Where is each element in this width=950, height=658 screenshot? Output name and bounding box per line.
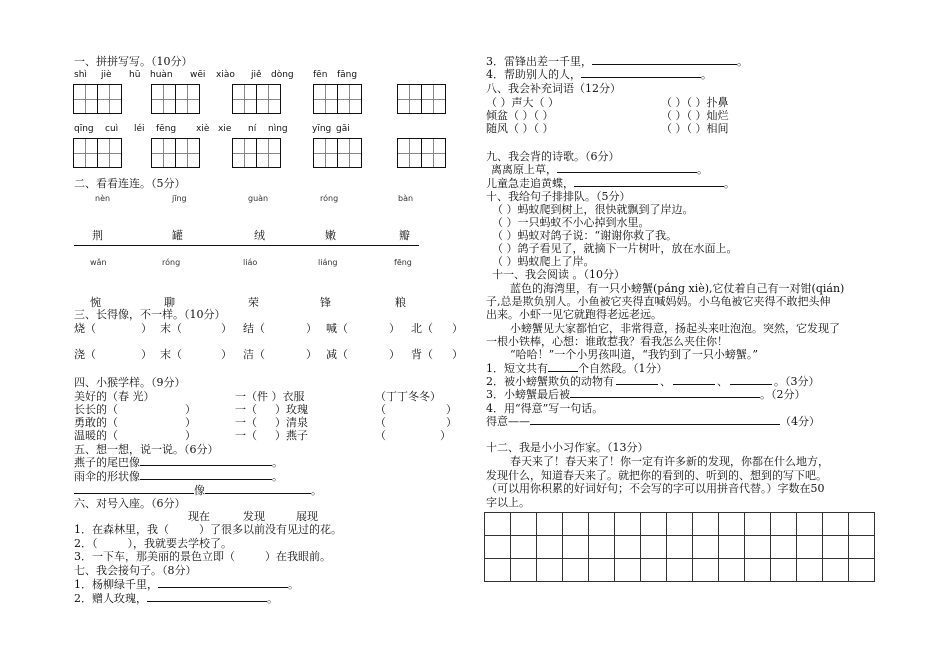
prompt-line: 字以上。: [486, 496, 530, 509]
paren: ）: [185, 429, 196, 442]
pinyin: ní: [248, 124, 257, 134]
answer-line[interactable]: [616, 384, 658, 385]
passage-line: 子,总是欺负别人。小鱼被它夹得直喊妈妈。小乌龟被它夹得不敢把头伸: [486, 295, 831, 308]
section-10-title: 十、我给句子排排队。（5分）: [486, 190, 631, 203]
pinyin: huàn: [150, 70, 173, 80]
passage-line: 小螃蟹见大家都怕它，非常得意，扬起头来吐泡泡。突然，它发现了: [510, 322, 840, 335]
fill-right: （: [375, 416, 386, 429]
writing-grid[interactable]: [232, 84, 281, 114]
question: 2．赠人玫瑰， 。: [74, 592, 278, 605]
idiom-fill: 随风（ ）（ ）: [486, 122, 554, 135]
idiom-fill: （ ）（ ）扑鼻: [661, 96, 729, 109]
section-6-title: 六、对号入座。（6分）: [74, 497, 186, 510]
char: 惋: [90, 296, 101, 309]
pinyin: xie: [218, 124, 232, 134]
paren: ）: [306, 348, 317, 361]
pinyin: léi: [134, 124, 145, 134]
fill-mid: ）燕子: [275, 429, 308, 442]
question: 3．小螃蟹最后被 。（2分）: [486, 388, 806, 401]
poem-line: 离离原上草， 。: [491, 163, 708, 176]
answer-line[interactable]: [574, 186, 724, 187]
char: 锋: [320, 296, 331, 309]
writing-grid[interactable]: [151, 84, 200, 114]
sentence-prompt: 像 。: [74, 484, 322, 498]
pinyin: hū: [129, 70, 141, 80]
pinyin: xiè: [196, 124, 210, 134]
poem-line: 儿童急走追黄蝶， 。: [486, 177, 735, 190]
section-5-title: 五、想一想，说一说。（6分）: [74, 443, 219, 456]
answer-line[interactable]: [730, 384, 772, 385]
pinyin: nèn: [95, 194, 111, 203]
pinyin: liáng: [318, 258, 338, 267]
word-option: 现在: [188, 510, 210, 523]
passage-line: 蓝色的海湾里，有一只小螃蟹(páng xiè),它仗着自己有一对钳(qián): [510, 282, 845, 295]
section-1-title: 一、拼拼写写。（10分）: [74, 55, 193, 68]
section-8-title: 八、我会补充词语（12分）: [486, 82, 621, 95]
paren: ）: [221, 348, 232, 361]
section-2-title: 二、看看连连。（5分）: [74, 177, 186, 190]
pinyin: jiě: [251, 70, 262, 80]
answer-line[interactable]: [158, 587, 288, 588]
paren: ）: [221, 322, 232, 335]
order-item: （ ）蚂蚁对鸽子说：“谢谢你救了我。: [492, 229, 678, 242]
answer-line[interactable]: [673, 384, 715, 385]
char-paren: 北（: [411, 322, 433, 335]
pinyin: jīng: [172, 194, 187, 203]
question: 1．在森林里，我（ ）了很多以前没有见过的花。: [74, 523, 342, 536]
section-9-title: 九、我会背的诗歌。（6分）: [486, 150, 620, 163]
pinyin: bàn: [398, 194, 414, 203]
char-paren: 喊（: [326, 322, 348, 335]
char: 罐: [172, 229, 183, 242]
question: 1．短文共有 个自然段。（1分）: [486, 362, 668, 375]
pinyin: liáo: [243, 258, 258, 267]
pinyin: róng: [320, 194, 339, 203]
char-paren: 减（: [326, 348, 348, 361]
example-right: （丁丁冬冬）: [375, 390, 441, 403]
word-option: 展现: [296, 510, 318, 523]
fill-right: （: [375, 403, 386, 416]
pinyin: nìng: [268, 124, 288, 134]
writing-grid[interactable]: [397, 84, 446, 114]
divider: [74, 245, 419, 246]
pinyin: wēi: [190, 70, 206, 80]
section-7-title: 七、我会接句子。（8分）: [74, 564, 197, 577]
passage-line: “哈哈！”一个小男孩叫道，“我钓到了一只小螃蟹。”: [510, 348, 758, 361]
char-paren: 洁（: [243, 348, 265, 361]
writing-grid[interactable]: [397, 138, 446, 168]
order-item: （ ）一只蚂蚁不小心掉到水里。: [492, 216, 650, 229]
order-item: （ ）蚂蚁爬到树上，很快就飘到了岸边。: [492, 203, 694, 216]
pinyin: róng: [162, 258, 181, 267]
char-paren: 背（: [411, 348, 433, 361]
writing-grid[interactable]: [73, 84, 122, 114]
pinyin: fēng: [156, 124, 177, 134]
answer-line[interactable]: [140, 465, 272, 466]
char: 荆: [92, 229, 103, 242]
char: 粮: [395, 296, 406, 309]
paren: ）: [141, 322, 152, 335]
example-mid: 一（件 ）衣服: [235, 390, 305, 403]
char-paren: 结（: [243, 322, 265, 335]
fill-left: 长长的（: [74, 403, 118, 416]
word-option: 发现: [243, 510, 265, 523]
idiom-fill: （ ）（ ）相间: [661, 122, 729, 135]
paren: ）: [446, 403, 457, 416]
pinyin: cuì: [105, 124, 119, 134]
question: 2．被小螃蟹欺负的动物有 、 、 。（3分）: [486, 375, 820, 388]
question: 得意—— （4分）: [486, 415, 820, 428]
char-paren: 末（: [160, 348, 182, 361]
answer-line[interactable]: [570, 397, 760, 398]
question: 4．用“得意”写一句话。: [486, 402, 604, 415]
paren: ）: [389, 322, 400, 335]
section-12-title: 十二、我是小小习作家。（13分）: [486, 441, 649, 454]
answer-line[interactable]: [74, 493, 194, 494]
fill-left: 勇敢的（: [74, 416, 118, 429]
order-item: （ ）鸽子看见了，就摘下一片树叶，放在水面上。: [492, 242, 738, 255]
composition-grid[interactable]: [484, 512, 875, 582]
paren: ）: [185, 416, 196, 429]
prompt-line: 春天来了！春天来了！你一定有许多新的发现，你都在什么地方，: [510, 455, 829, 468]
paren: ）: [389, 348, 400, 361]
char: 荣: [248, 296, 259, 309]
pinyin: fāng: [337, 70, 358, 80]
pinyin: dòng: [271, 70, 294, 80]
order-item: （ ）蚂蚁爬上了岸。: [492, 255, 595, 268]
paren: ）: [446, 416, 457, 429]
answer-line[interactable]: [140, 479, 272, 480]
writing-grid[interactable]: [151, 138, 200, 168]
pinyin: qīng: [74, 124, 94, 134]
writing-grid[interactable]: [73, 138, 122, 168]
passage-line: 一根小铁棒，心想：谁敢惹我？看我怎么夹住你！: [486, 335, 728, 348]
fill-mid: ）清泉: [275, 416, 308, 429]
fill-mid: 一（: [235, 403, 257, 416]
answer-line[interactable]: [557, 172, 697, 173]
pinyin: shì: [74, 70, 87, 80]
passage-line: 出来。小虾一见它就跑得老远老远。: [486, 308, 662, 321]
char-paren: 浇（: [74, 348, 96, 361]
idiom-fill: （ ）（ ）灿烂: [661, 109, 729, 122]
pinyin: xiào: [216, 70, 235, 80]
answer-line[interactable]: [147, 601, 267, 602]
paren: ）: [452, 348, 463, 361]
question: 1．杨柳绿千里， 。: [74, 578, 299, 591]
char: 绒: [254, 229, 265, 242]
pinyin: jiè: [101, 70, 112, 80]
pinyin: fēn: [313, 70, 328, 80]
answer-line[interactable]: [581, 77, 701, 78]
paren: ）: [185, 403, 196, 416]
answer-line[interactable]: [205, 493, 311, 494]
sentence-prompt: 燕子的尾巴像 。: [74, 456, 283, 469]
char-paren: 末（: [160, 322, 182, 335]
pinyin: gāi: [336, 124, 350, 134]
fill-mid: 一（: [235, 416, 257, 429]
question: 4．帮助别人的人， 。: [486, 68, 712, 81]
fill-left: 温暖的（: [74, 429, 118, 442]
question: 3．一下车，那美丽的景色立即（ ）在我眼前。: [74, 550, 331, 563]
paren: ）: [141, 348, 152, 361]
fill-right: （: [375, 429, 386, 442]
answer-line[interactable]: [548, 371, 578, 372]
section-3-title: 三、长得像，不一样。（10分）: [74, 308, 226, 321]
char: 瓣: [399, 229, 410, 242]
section-11-title: 十一、我会阅读 。（10分）: [492, 268, 625, 281]
question: 3．雷锋出差一千里， 。: [486, 55, 748, 68]
paren: ）: [440, 429, 451, 442]
prompt-line: （可以用你积累的好词好句；不会写的字可以用拼音代替。）字数在50: [486, 482, 825, 495]
char-paren: 烧（: [74, 322, 96, 335]
idiom-fill: 倾盆（ ）（ ）: [486, 109, 554, 122]
writing-grid[interactable]: [313, 138, 362, 168]
pinyin: guàn: [248, 194, 269, 203]
fill-mid: 一（: [235, 429, 257, 442]
paren: ）: [306, 322, 317, 335]
paren: ）: [452, 322, 463, 335]
writing-grid[interactable]: [232, 138, 281, 168]
sentence-prompt: 雨伞的形状像 。: [74, 470, 283, 483]
example-left: 美好的（春 光）: [74, 390, 155, 403]
answer-line[interactable]: [592, 64, 737, 65]
pinyin: wǎn: [90, 258, 107, 267]
fill-mid: ）玫瑰: [275, 403, 308, 416]
answer-line[interactable]: [530, 424, 780, 425]
char: 聊: [164, 296, 175, 309]
section-4-title: 四、小猴学样。（9分）: [74, 376, 186, 389]
idiom-fill: （ ）声大（ ）: [486, 96, 559, 109]
char: 嫩: [325, 229, 336, 242]
pinyin: yīng: [312, 124, 332, 134]
question: 2．（ ），我就要去学校了。: [74, 537, 232, 550]
writing-grid[interactable]: [313, 84, 362, 114]
prompt-line: 发现什么，知道春天来了。就把你的看到的、听到的、想到的写下吧。: [486, 469, 827, 482]
pinyin: fēng: [394, 258, 412, 267]
